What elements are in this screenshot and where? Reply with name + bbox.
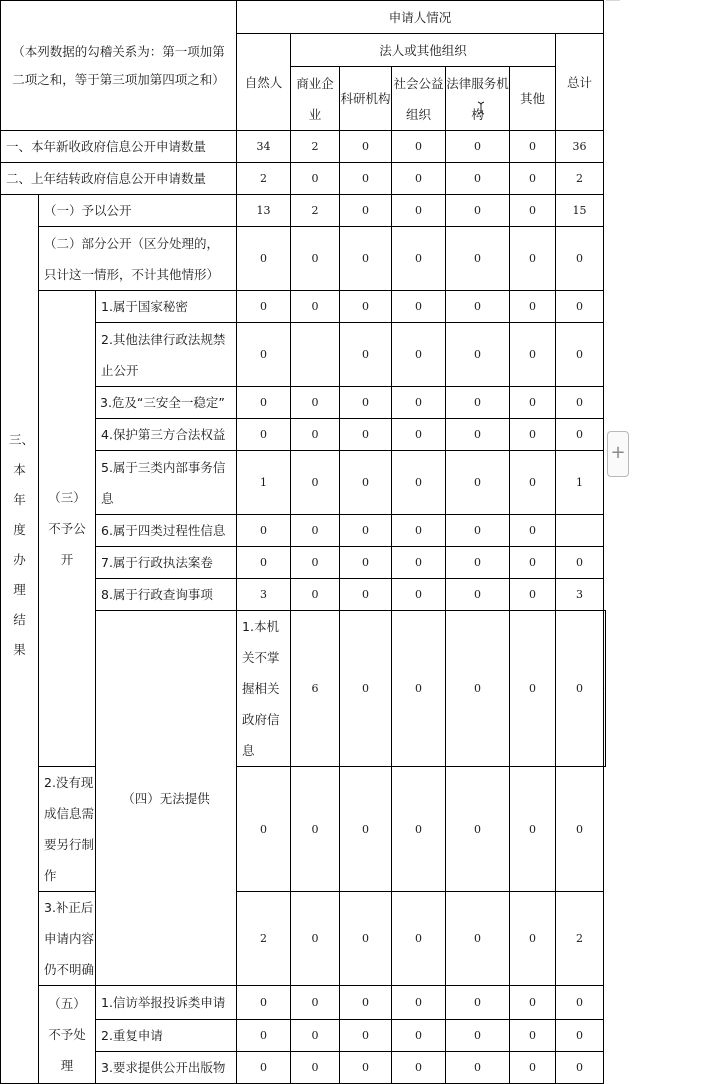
cell-total bbox=[604, 611, 606, 767]
cell-legal-service: 0 bbox=[446, 547, 510, 579]
plus-icon: + bbox=[610, 442, 626, 463]
cell-legal-service: 0 bbox=[446, 323, 510, 387]
section-three-label: 三、本年度办理结果 bbox=[1, 195, 39, 1084]
cell-natural: 0 bbox=[237, 227, 291, 291]
row-label: 3.危及“三安全一稳定” bbox=[96, 387, 237, 419]
row-label: 2.重复申请 bbox=[96, 1020, 237, 1052]
cell-total: 0 bbox=[556, 767, 604, 892]
table-row bbox=[1, 767, 606, 892]
group-not-disclosed: （三）不予公开 bbox=[39, 291, 96, 767]
cell-legal-service: 0 bbox=[446, 163, 510, 195]
cell-business: 0 bbox=[291, 451, 340, 515]
cell-other: 0 bbox=[510, 1052, 556, 1084]
cell-natural: 0 bbox=[237, 291, 291, 323]
row-label: 1.本机关不掌握相关政府信息 bbox=[237, 611, 291, 767]
cell-total bbox=[556, 515, 604, 547]
cell-research: 0 bbox=[340, 387, 392, 419]
cell-business: 0 bbox=[291, 986, 340, 1020]
cell-legal-service: 0 bbox=[510, 611, 556, 767]
cell-other: 0 bbox=[510, 892, 556, 986]
col-natural-person: 自然人 bbox=[237, 34, 291, 131]
col-business: 商业企业 bbox=[291, 67, 340, 131]
cell-social: 0 bbox=[392, 515, 446, 547]
cell-research: 0 bbox=[340, 515, 392, 547]
cell-business: 0 bbox=[291, 291, 340, 323]
col-other: 其他 bbox=[510, 67, 556, 131]
cell-natural: 0 bbox=[237, 547, 291, 579]
cell-business: 2 bbox=[291, 195, 340, 227]
cell-other: 0 bbox=[510, 195, 556, 227]
table-row bbox=[1, 892, 606, 986]
cell-legal-service: 0 bbox=[446, 451, 510, 515]
cell-business: 0 bbox=[291, 547, 340, 579]
cell-total: 2 bbox=[556, 163, 604, 195]
legal-entity-header: 法人或其他组织 bbox=[291, 34, 556, 67]
cell-business: 0 bbox=[291, 387, 340, 419]
cell-business: 0 bbox=[291, 579, 340, 611]
cell-social: 0 bbox=[392, 387, 446, 419]
col-research: 科研机构 bbox=[340, 67, 392, 131]
text-cursor-icon bbox=[477, 101, 485, 115]
cell-legal-service: 0 bbox=[446, 387, 510, 419]
cell-legal-service: 0 bbox=[446, 515, 510, 547]
cell-natural: 13 bbox=[237, 195, 291, 227]
cell-social: 0 bbox=[392, 1020, 446, 1052]
table-row bbox=[1, 986, 606, 1020]
row-label: 3.要求提供公开出版物 bbox=[96, 1052, 237, 1084]
cell-total: 0 bbox=[556, 419, 604, 451]
row-label: 二、上年结转政府信息公开申请数量 bbox=[1, 163, 237, 195]
cell-research: 0 bbox=[340, 227, 392, 291]
cell-research: 0 bbox=[340, 547, 392, 579]
cell-total: 0 bbox=[556, 323, 604, 387]
col-total: 总计 bbox=[556, 34, 604, 131]
cell-other: 0 bbox=[510, 515, 556, 547]
cell-other: 0 bbox=[510, 291, 556, 323]
cell-research: 0 bbox=[340, 451, 392, 515]
group-not-processed: （五）不予处理 bbox=[39, 986, 96, 1084]
row-label: 7.属于行政执法案卷 bbox=[96, 547, 237, 579]
cell-business: 0 bbox=[291, 419, 340, 451]
cell-research: 0 bbox=[340, 291, 392, 323]
cell-total: 0 bbox=[556, 1052, 604, 1084]
cell-research: 0 bbox=[340, 131, 392, 163]
cell-legal-service: 0 bbox=[446, 419, 510, 451]
cell-total: 3 bbox=[556, 579, 604, 611]
cell-natural: 0 bbox=[237, 323, 291, 387]
cell-research: 0 bbox=[392, 611, 446, 767]
cell-other: 0 bbox=[510, 547, 556, 579]
cell-natural: 0 bbox=[237, 387, 291, 419]
cell-research: 0 bbox=[340, 195, 392, 227]
cell-social: 0 bbox=[392, 579, 446, 611]
cell-other: 0 bbox=[510, 579, 556, 611]
col-social-welfare: 社会公益组织 bbox=[392, 67, 446, 131]
cell-natural: 0 bbox=[237, 767, 291, 892]
cell-other: 0 bbox=[510, 986, 556, 1020]
row-label: （一）予以公开 bbox=[39, 195, 237, 227]
table-row bbox=[1, 195, 606, 227]
cell-business: 0 bbox=[291, 163, 340, 195]
cell-total: 15 bbox=[556, 195, 604, 227]
table-row bbox=[1, 131, 606, 163]
row-label: 1.信访举报投诉类申请 bbox=[96, 986, 237, 1020]
cell-business: 0 bbox=[291, 227, 340, 291]
row-label: 6.属于四类过程性信息 bbox=[96, 515, 237, 547]
cell-social: 0 bbox=[392, 892, 446, 986]
cell-research: 0 bbox=[340, 323, 392, 387]
cell-research: 0 bbox=[340, 163, 392, 195]
cell-legal-service: 0 bbox=[446, 195, 510, 227]
cell-other: 0 bbox=[510, 227, 556, 291]
cell-total: 0 bbox=[556, 227, 604, 291]
cell-natural: 0 bbox=[237, 515, 291, 547]
group-unable-to-provide: （四）无法提供 bbox=[96, 611, 237, 986]
cell-research: 0 bbox=[340, 892, 392, 986]
cell-legal-service: 0 bbox=[446, 131, 510, 163]
cell-social: 0 bbox=[392, 547, 446, 579]
cell-social: 0 bbox=[392, 163, 446, 195]
cell-research: 0 bbox=[340, 767, 392, 892]
cell-research: 0 bbox=[340, 1020, 392, 1052]
row-label: 2.没有现成信息需要另行制作 bbox=[39, 767, 96, 892]
cell-research: 0 bbox=[340, 419, 392, 451]
cell-natural: 2 bbox=[237, 163, 291, 195]
cell-natural: 0 bbox=[237, 1052, 291, 1084]
cell-natural: 0 bbox=[237, 1020, 291, 1052]
cell-natural: 2 bbox=[237, 892, 291, 986]
cell-social: 0 bbox=[392, 986, 446, 1020]
cell-business bbox=[291, 323, 340, 387]
cell-legal-service: 0 bbox=[446, 227, 510, 291]
cell-research: 0 bbox=[340, 579, 392, 611]
cell-other: 0 bbox=[510, 131, 556, 163]
cell-total: 1 bbox=[556, 451, 604, 515]
add-row-button[interactable] bbox=[607, 431, 629, 477]
table-row bbox=[1, 227, 606, 291]
table-row bbox=[1, 163, 606, 195]
cell-other: 0 bbox=[556, 611, 604, 767]
row-label: （二）部分公开（区分处理的，只计这一情形，不计其他情形） bbox=[39, 227, 237, 291]
row-label: 一、本年新收政府信息公开申请数量 bbox=[1, 131, 237, 163]
cell-social: 0 bbox=[392, 451, 446, 515]
cell-business: 0 bbox=[291, 1020, 340, 1052]
cell-other: 0 bbox=[510, 419, 556, 451]
cell-other: 0 bbox=[510, 387, 556, 419]
cell-legal-service: 0 bbox=[446, 892, 510, 986]
cell-research: 0 bbox=[340, 986, 392, 1020]
cell-total: 0 bbox=[556, 1020, 604, 1052]
cell-business: 0 bbox=[291, 767, 340, 892]
cell-legal-service: 0 bbox=[446, 1052, 510, 1084]
cell-business: 0 bbox=[340, 611, 392, 767]
cell-natural: 0 bbox=[237, 986, 291, 1020]
cell-other: 0 bbox=[510, 767, 556, 892]
row-label: 8.属于行政查询事项 bbox=[96, 579, 237, 611]
row-label: 5.属于三类内部事务信息 bbox=[96, 451, 237, 515]
cell-total: 0 bbox=[556, 291, 604, 323]
row-label: 4.保护第三方合法权益 bbox=[96, 419, 237, 451]
cell-legal-service: 0 bbox=[446, 1020, 510, 1052]
cell-natural: 1 bbox=[237, 451, 291, 515]
cell-total: 36 bbox=[556, 131, 604, 163]
cell-social: 0 bbox=[392, 323, 446, 387]
cell-other: 0 bbox=[510, 451, 556, 515]
cell-social: 0 bbox=[392, 227, 446, 291]
cell-other: 0 bbox=[510, 1020, 556, 1052]
cell-business: 0 bbox=[291, 1052, 340, 1084]
cell-social: 0 bbox=[392, 767, 446, 892]
cell-research: 0 bbox=[340, 1052, 392, 1084]
cell-social: 0 bbox=[392, 419, 446, 451]
relation-note: （本列数据的勾稽关系为：第一项加第二项之和，等于第三项加第四项之和） bbox=[1, 1, 237, 131]
row-label: 3.补正后申请内容仍不明确 bbox=[39, 892, 96, 986]
cell-social: 0 bbox=[392, 131, 446, 163]
cell-other: 0 bbox=[510, 323, 556, 387]
cell-total: 0 bbox=[556, 547, 604, 579]
row-label: 2.其他法律行政法规禁止公开 bbox=[96, 323, 237, 387]
cell-business: 0 bbox=[291, 515, 340, 547]
cell-natural: 0 bbox=[237, 419, 291, 451]
cell-social: 0 bbox=[392, 291, 446, 323]
cell-total: 0 bbox=[556, 986, 604, 1020]
cell-business: 0 bbox=[291, 892, 340, 986]
cell-business: 2 bbox=[291, 131, 340, 163]
cell-legal-service: 0 bbox=[446, 767, 510, 892]
cell-natural: 34 bbox=[237, 131, 291, 163]
cell-total: 0 bbox=[556, 387, 604, 419]
cell-natural: 6 bbox=[291, 611, 340, 767]
cell-total: 2 bbox=[556, 892, 604, 986]
row-label: 1.属于国家秘密 bbox=[96, 291, 237, 323]
cell-legal-service: 0 bbox=[446, 291, 510, 323]
cell-social: 0 bbox=[392, 1052, 446, 1084]
cell-other: 0 bbox=[510, 163, 556, 195]
cell-social: 0 bbox=[446, 611, 510, 767]
col-legal-service: 法律服务机构 bbox=[446, 67, 510, 131]
cell-natural: 3 bbox=[237, 579, 291, 611]
cell-social: 0 bbox=[392, 195, 446, 227]
cell-legal-service: 0 bbox=[446, 579, 510, 611]
applicant-header: 申请人情况 bbox=[237, 1, 604, 34]
cell-legal-service: 0 bbox=[446, 986, 510, 1020]
table-row bbox=[1, 291, 606, 323]
top-edge-line bbox=[606, 0, 620, 1]
